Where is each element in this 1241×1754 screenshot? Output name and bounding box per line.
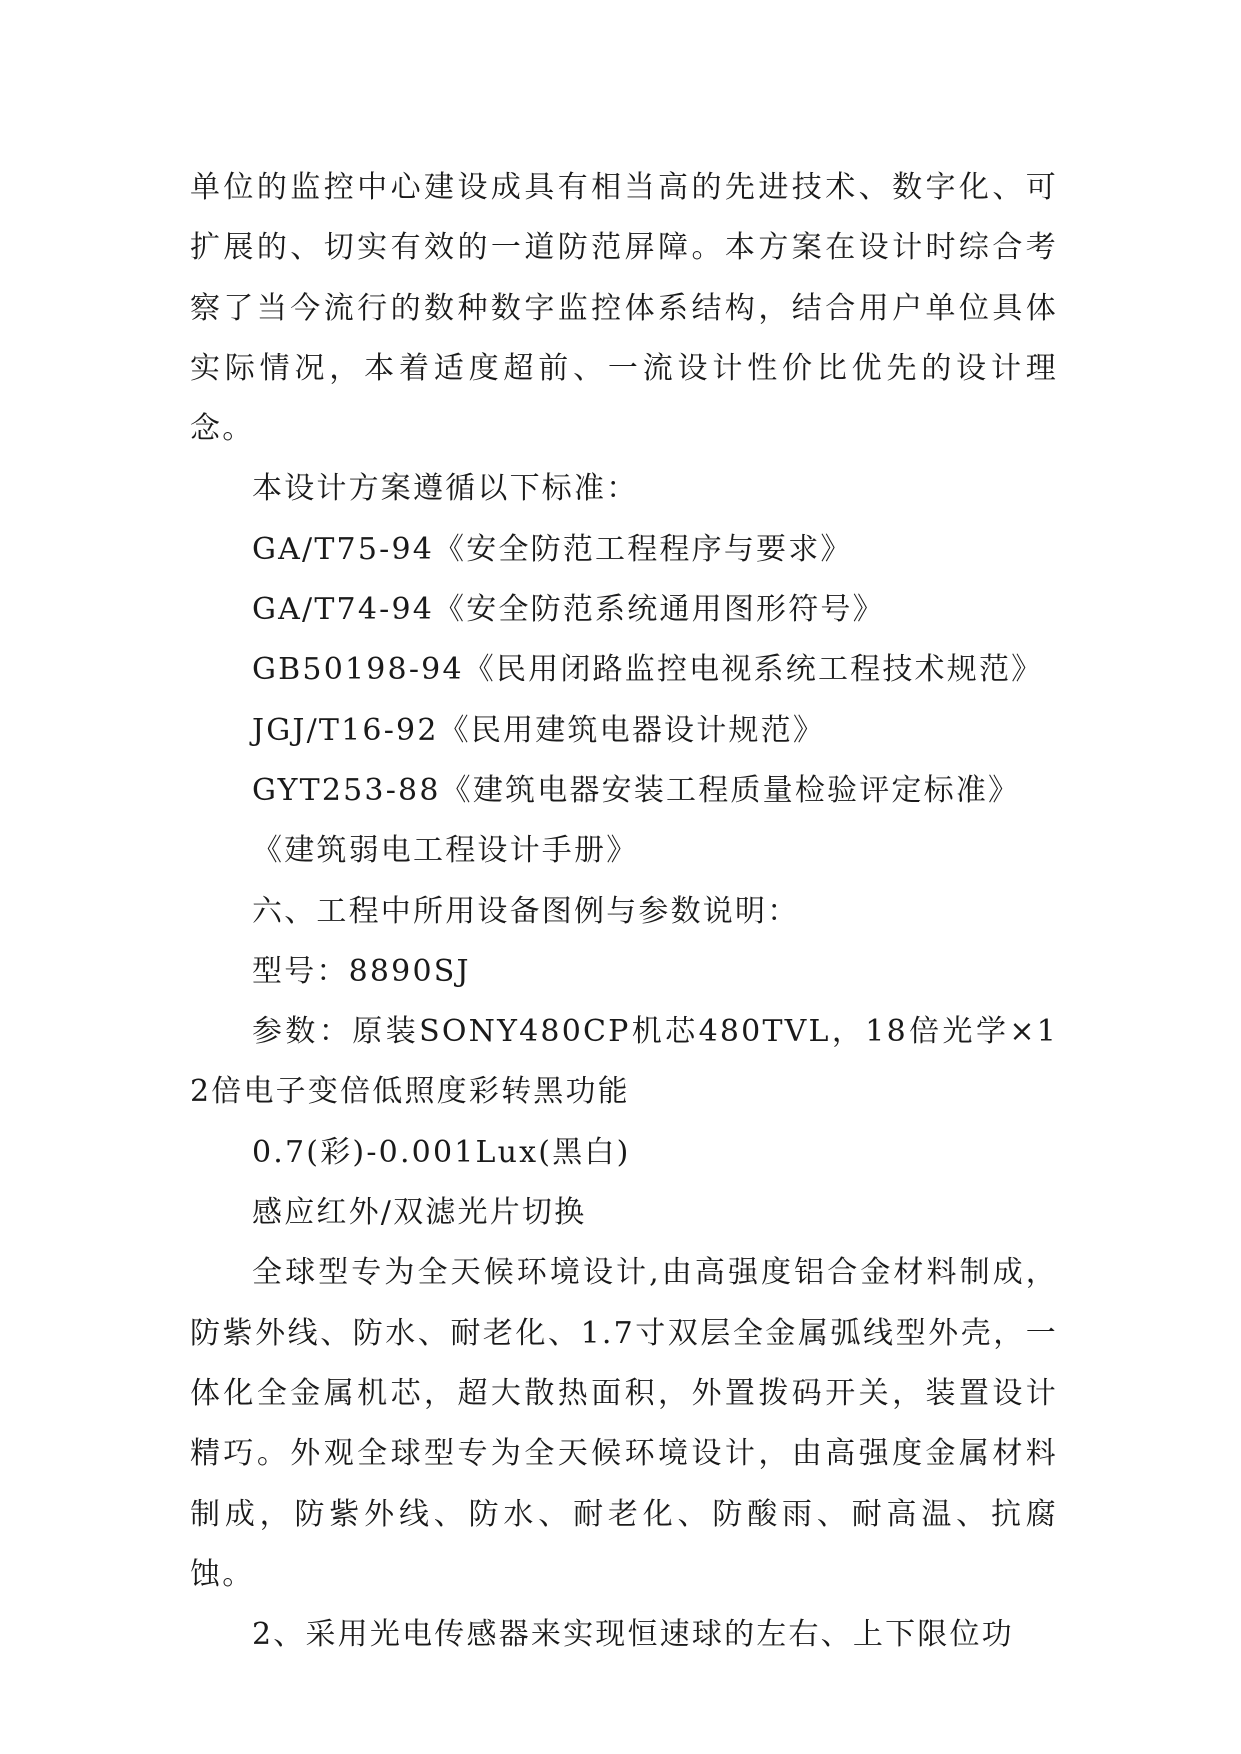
model-line: 型号：8890SJ <box>252 953 471 989</box>
section-heading: 六、工程中所用设备图例与参数说明： <box>252 893 800 929</box>
numbered-item-2: 2、采用光电传感器来实现恒速球的左右、上下限位功 <box>252 1617 1014 1653</box>
intro-paragraph: 单位的监控中心建设成具有相当高的先进技术、数字化、可扩展的、切实有效的一道防范屏障。本方案在设计时综合考察了当今流行的数种数字监控体系结构，结合用户单位具体实际情况，本着适度超前、一流设计性价比优先的设计理念。 <box>190 170 1058 447</box>
standards-heading: 本设计方案遵循以下标准： <box>252 471 639 507</box>
standard-item: GA/T74-94《安全防范系统通用图形符号》 <box>252 592 885 628</box>
standard-item: GYT253-88《建筑电器安装工程质量检验评定标准》 <box>252 772 1021 808</box>
lux-line: 0.7(彩)-0.001Lux(黑白) <box>252 1134 631 1170</box>
standard-item: GA/T75-94《安全防范工程程序与要求》 <box>252 531 853 567</box>
parameters-paragraph: 参数：原装SONY480CP机芯480TVL，18倍光学×12倍电子变倍低照度彩转黑功能 <box>190 1014 1058 1110</box>
standard-item: 《建筑弱电工程设计手册》 <box>252 833 639 869</box>
standard-item: GB50198-94《民用闭路监控电视系统工程技术规范》 <box>252 652 1044 688</box>
housing-paragraph: 全球型专为全天候环境设计,由高强度铝合金材料制成，防紫外线、防水、耐老化、1.7寸双层全金属弧线型外壳，一体化全金属机芯，超大散热面积，外置拨码开关，装置设计精巧。外观全球型专为全天候环境设计，由高强度金属材料制成，防紫外线、防水、耐老化、防酸雨、耐高温、抗腐蚀。 <box>190 1255 1058 1592</box>
ir-filter-line: 感应红外/双滤光片切换 <box>252 1195 587 1231</box>
document-body <box>190 158 1058 1665</box>
standard-item: JGJ/T16-92《民用建筑电器设计规范》 <box>252 712 826 748</box>
